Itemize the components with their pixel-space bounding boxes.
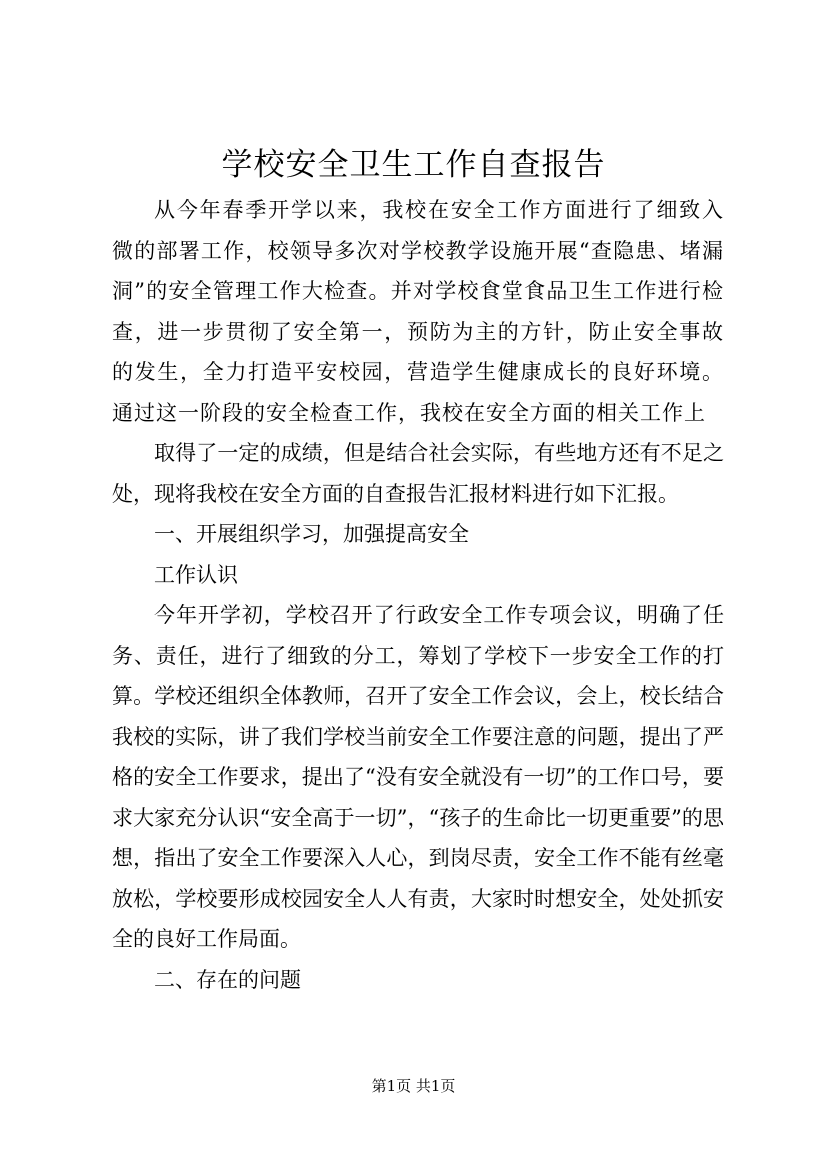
page-title: 学校安全卫生工作自查报告 bbox=[221, 147, 606, 183]
section-heading-1: 一、开展组织学习，加强提高安全 bbox=[154, 522, 469, 546]
document-body bbox=[112, 190, 724, 1000]
paragraph-intro: 从今年春季开学以来，我校在安全工作方面进行了细致入微的部署工作，校领导多次对学校教学设施开展“查隐患、堵漏洞”的安全管理工作大检查。并对学校食堂食品卫生工作进行检查，进一步贯彻了安全第一，预防为主的方针，防止安全事故的发生，全力打造平安校园，营造学生健康成长的良好环境。通过这一阶段的安全检查工作，我校在安全方面的相关工作上 bbox=[112, 198, 724, 425]
paragraph-meeting: 今年开学初，学校召开了行政安全工作专项会议，明确了任务、责任，进行了细致的分工，筹划了学校下一步安全工作的打算。学校还组织全体教师，召开了安全工作会议，会上，校长结合我校的实际，讲了我们学校当前安全工作要注意的问题，提出了严格的安全工作要求，提出了“没有安全就没有一切”的工作口号，要求大家充分认识“安全高于一切”，“孩子的生命比一切更重要”的思想，指出了安全工作要深入人心，到岗尽责，安全工作不能有丝毫放松，学校要形成校园安全人人有责，大家时时想安全，处处抓安全的良好工作局面。 bbox=[112, 603, 724, 951]
section-heading-2: 二、存在的问题 bbox=[154, 967, 301, 992]
section-heading-1-continued: 工作认识 bbox=[154, 562, 238, 587]
page-number-footer: 第1页 共1页 bbox=[371, 1077, 456, 1095]
paragraph-achievements: 取得了一定的成绩，但是结合社会实际，有些地方还有不足之处，现将我校在安全方面的自查报告汇报材料进行如下汇报。 bbox=[112, 441, 724, 506]
